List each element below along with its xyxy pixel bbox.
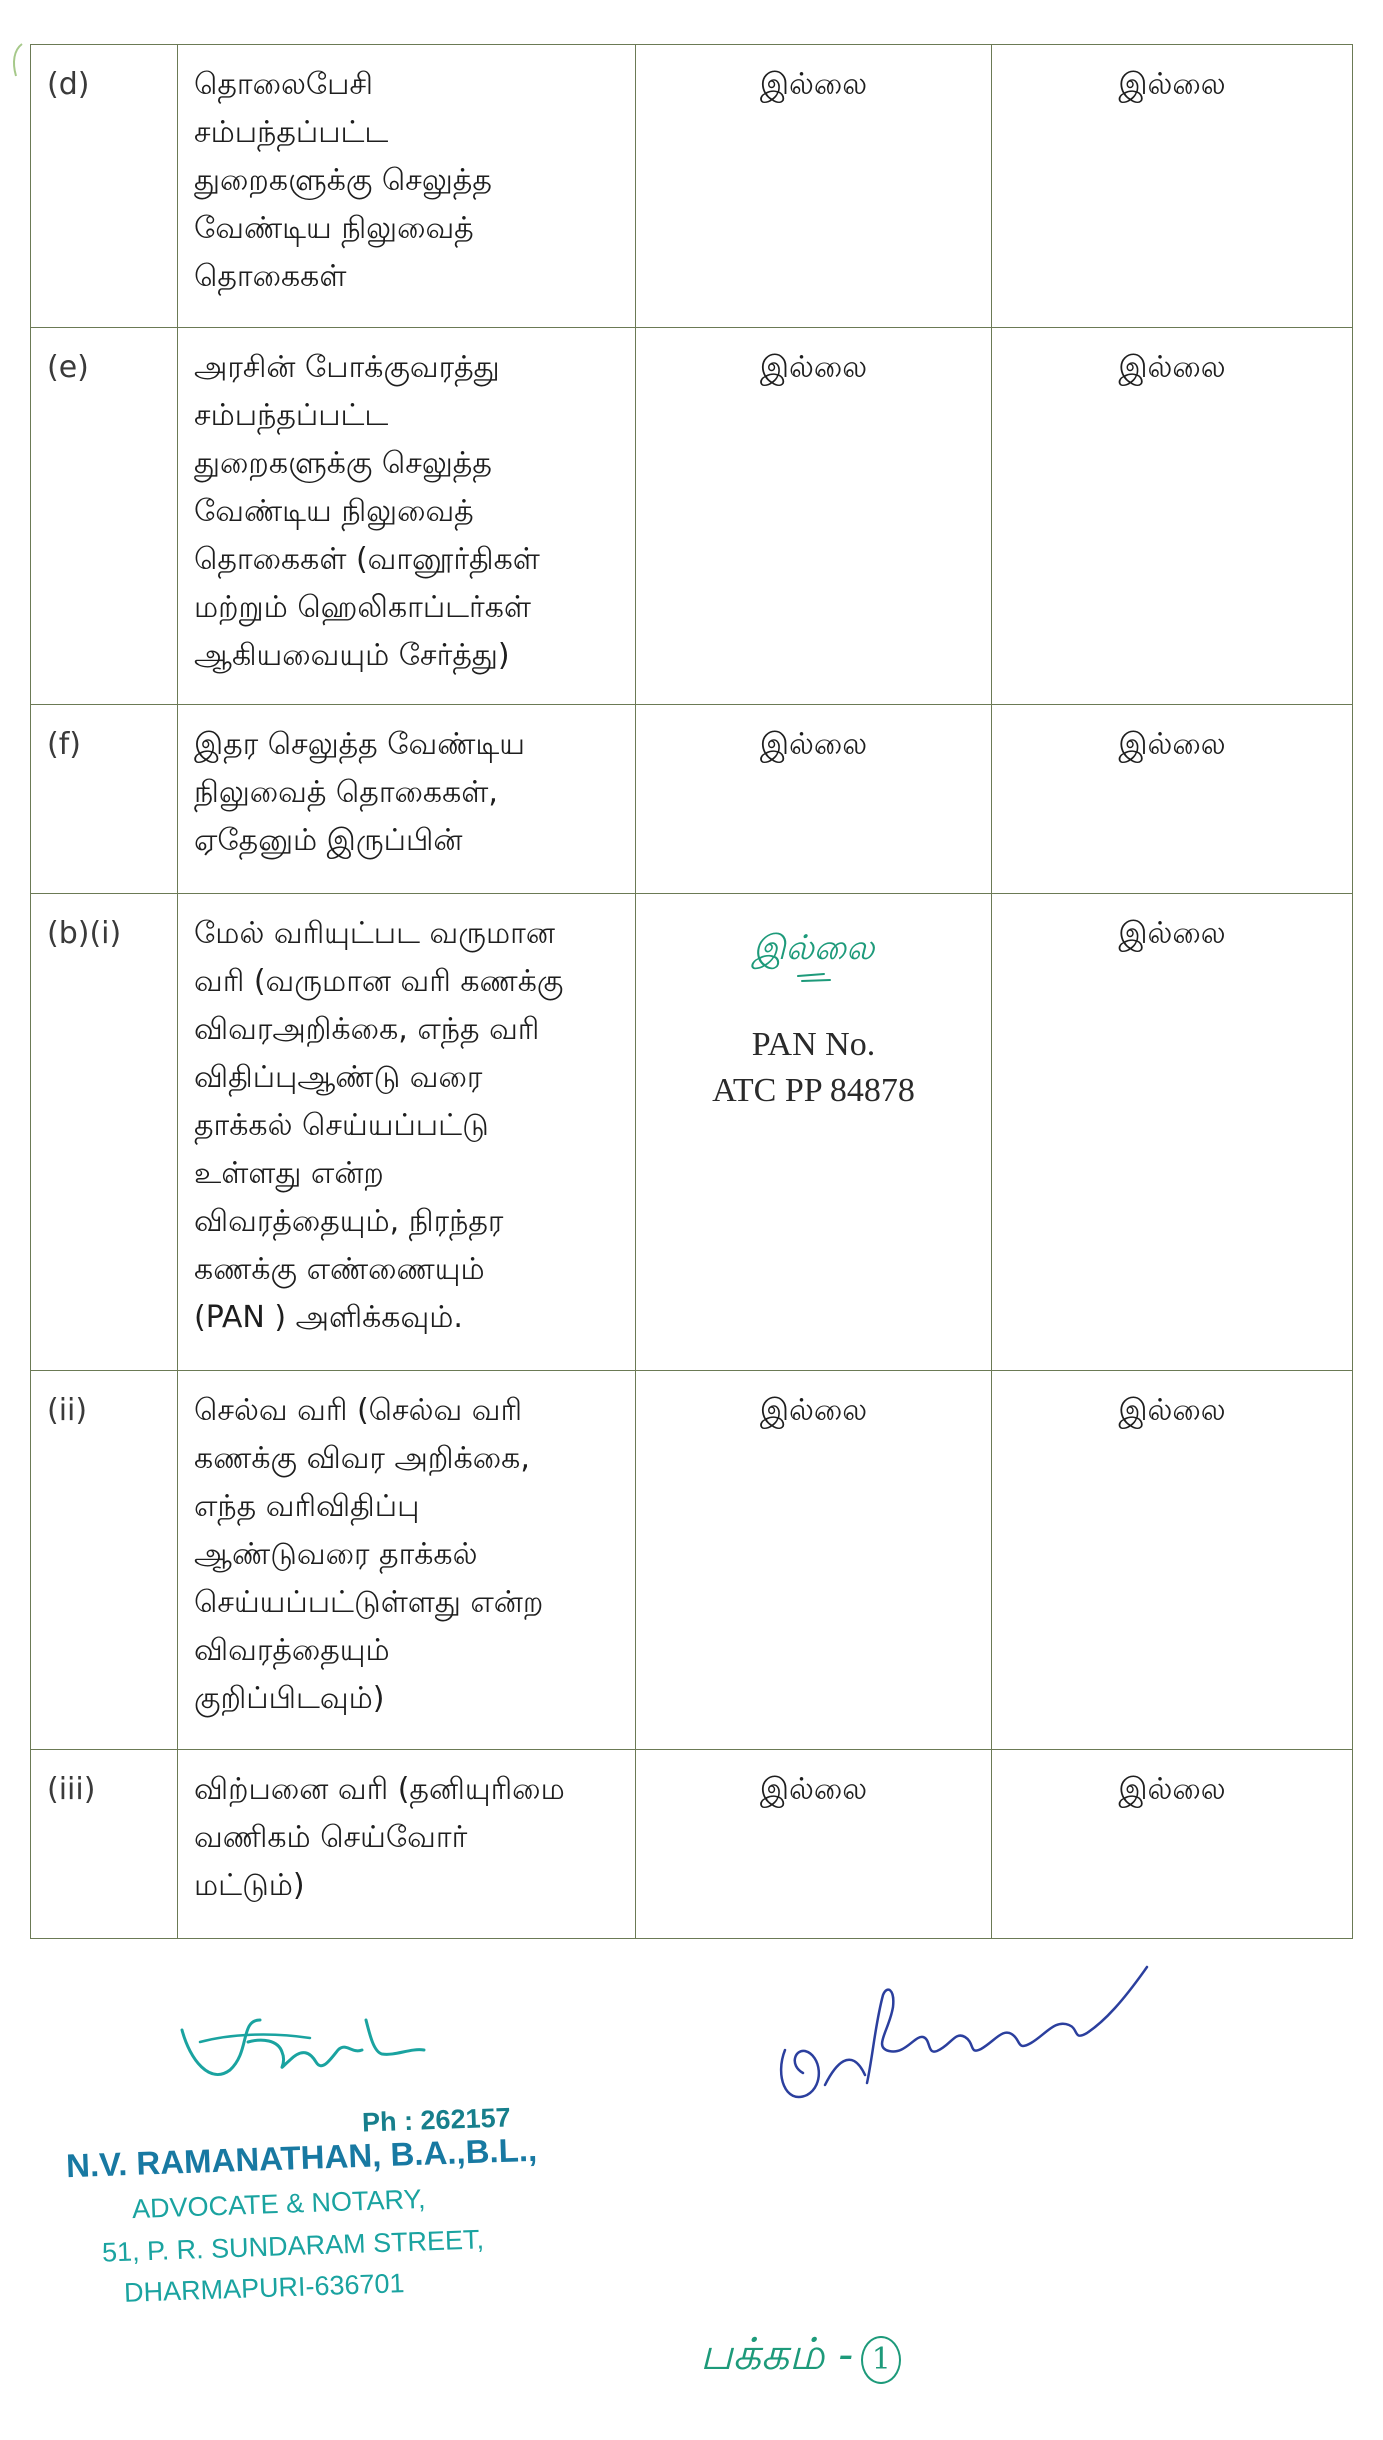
description-line: குறிப்பிடவும்) (194, 1681, 385, 1716)
margin-tick-mark (8, 40, 26, 80)
description-line: விவரஅறிக்கை, எந்த வரி (194, 1012, 540, 1047)
description-line: ஏதேனும் இருப்பின் (194, 823, 463, 858)
description-line: துறைகளுக்கு செலுத்த (194, 163, 492, 198)
page-number-mark (700, 2325, 901, 2385)
row-description (178, 45, 636, 328)
description-line: விற்பனை வரி (தனியுரிமை (194, 1772, 565, 1807)
description-line: (PAN ) அளிக்கவும். (194, 1300, 463, 1335)
description-line: விவரத்தையும், நிரந்தர (194, 1204, 504, 1239)
description-line: செல்வ வரி (செல்வ வரி (194, 1393, 523, 1428)
description-line: விதிப்புஆண்டு வரை (194, 1060, 483, 1095)
applicant-value: இல்லை (636, 1371, 992, 1750)
table-row (31, 1750, 1353, 1939)
table-row (31, 45, 1353, 328)
description-line: சம்பந்தப்பட்ட (194, 398, 389, 433)
applicant-value: இல்லை (636, 328, 992, 705)
row-label: (ii) (31, 1371, 178, 1750)
table-row (31, 328, 1353, 705)
spouse-value: இல்லை (992, 1371, 1353, 1750)
applicant-value: இல்லை (636, 705, 992, 894)
description-line: வேண்டிய நிலுவைத் (194, 494, 474, 529)
description-line: தொகைகள் (194, 259, 347, 294)
stamp-address: 51, P. R. SUNDARAM STREET, (101, 2224, 485, 2268)
row-description (178, 1750, 636, 1939)
row-label: (iii) (31, 1750, 178, 1939)
spouse-value: இல்லை (992, 328, 1353, 705)
handwritten-nil: இல்லை (752, 928, 875, 968)
description-line: சம்பந்தப்பட்ட (194, 115, 389, 150)
description-line: வணிகம் செய்வோர் (194, 1820, 468, 1855)
applicant-value: இல்லை (636, 45, 992, 328)
row-description (178, 705, 636, 894)
applicant-value (636, 894, 992, 1371)
row-description (178, 328, 636, 705)
description-line: கணக்கு எண்ணையும் (194, 1252, 485, 1287)
stamp-title: ADVOCATE & NOTARY, (131, 2183, 426, 2225)
row-description (178, 894, 636, 1371)
row-label: (f) (31, 705, 178, 894)
description-line: தொலைபேசி (194, 67, 373, 102)
notary-stamp (62, 2102, 582, 2308)
description-line: தொகைகள் (வானூர்திகள் (194, 542, 540, 577)
description-line: ஆண்டுவரை தாக்கல் (194, 1537, 478, 1572)
spouse-value: இல்லை (992, 894, 1353, 1371)
stamp-city: DHARMAPURI-636701 (123, 2268, 406, 2308)
pan-number: ATC PP 84878 (712, 1072, 915, 1109)
row-label: (b)(i) (31, 894, 178, 1371)
pan-label: PAN No. (751, 1026, 876, 1063)
table-row (31, 894, 1353, 1371)
deponent-signature (755, 1955, 1155, 2125)
description-line: உள்ளது என்ற (194, 1156, 384, 1191)
description-line: மற்றும் ஹெலிகாப்டர்கள் (194, 590, 531, 625)
notary-signature (170, 1990, 430, 2100)
description-line: கணக்கு விவர அறிக்கை, (194, 1441, 530, 1476)
page-number: 1 (861, 2336, 901, 2384)
dues-table (30, 44, 1353, 1939)
description-line: ஆகியவையும் சேர்த்து) (194, 638, 510, 673)
row-label: (e) (31, 328, 178, 705)
row-label: (d) (31, 45, 178, 328)
description-line: துறைகளுக்கு செலுத்த (194, 446, 492, 481)
handwritten-underline-mark (794, 970, 834, 984)
description-line: வரி (வருமான வரி கணக்கு (194, 964, 564, 999)
description-line: இதர செலுத்த வேண்டிய (194, 727, 526, 762)
description-line: தாக்கல் செய்யப்பட்டு (194, 1108, 489, 1143)
stamp-phone: Ph : 262157 (361, 2102, 512, 2138)
page-label: பக்கம் - (700, 2329, 854, 2380)
row-description (178, 1371, 636, 1750)
description-line: மேல் வரியுட்பட வருமான (194, 916, 555, 951)
applicant-value: இல்லை (636, 1750, 992, 1939)
description-line: விவரத்தையும் (194, 1633, 390, 1668)
spouse-value: இல்லை (992, 705, 1353, 894)
pan-block (652, 1022, 975, 1114)
spouse-value: இல்லை (992, 45, 1353, 328)
description-line: நிலுவைத் தொகைகள், (194, 775, 498, 810)
description-line: செய்யப்பட்டுள்ளது என்ற (194, 1585, 544, 1620)
stamp-name: N.V. RAMANATHAN, B.A.,B.L., (65, 2130, 538, 2185)
table-row (31, 705, 1353, 894)
table-row (31, 1371, 1353, 1750)
description-line: மட்டும்) (194, 1868, 305, 1903)
description-line: அரசின் போக்குவரத்து (194, 350, 500, 385)
spouse-value: இல்லை (992, 1750, 1353, 1939)
description-line: வேண்டிய நிலுவைத் (194, 211, 474, 246)
description-line: எந்த வரிவிதிப்பு (194, 1489, 420, 1524)
